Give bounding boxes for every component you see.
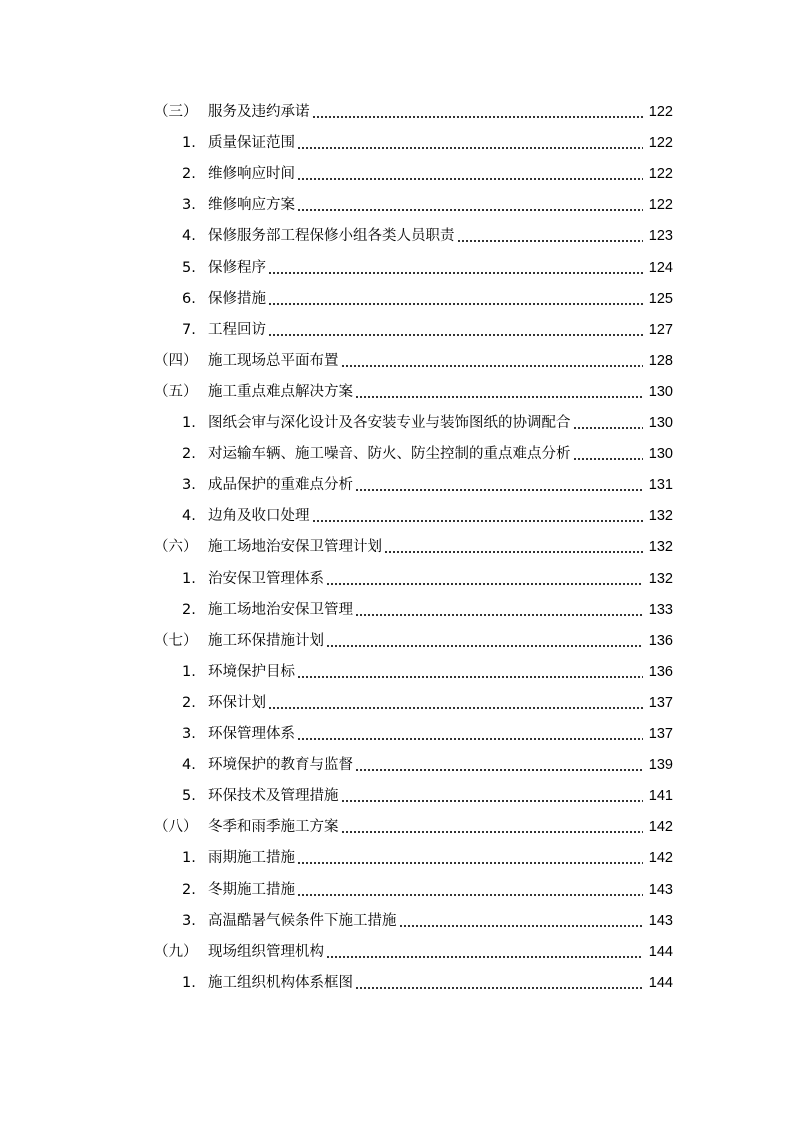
toc-entry-number: 1. — [182, 135, 196, 152]
toc-entry-page-number: 141 — [648, 788, 673, 805]
toc-entry[interactable] — [0, 878, 793, 902]
toc-dot-leader — [268, 303, 643, 305]
toc-entry-number: 4. — [182, 228, 196, 245]
toc-entry[interactable] — [0, 784, 793, 808]
toc-entry-number: 2. — [182, 694, 196, 711]
toc-entry-title: 对运输车辆、施工噪音、防火、防尘控制的重点难点分析 — [208, 446, 571, 463]
toc-entry[interactable] — [0, 224, 793, 248]
toc-dot-leader — [268, 707, 643, 709]
toc-entry-page-number: 136 — [648, 663, 673, 680]
toc-entry-number: 3. — [182, 477, 196, 494]
toc-entry-number: 1. — [182, 850, 196, 867]
toc-entry-body — [208, 411, 645, 435]
toc-entry-title: 环境保护目标 — [208, 663, 295, 680]
toc-entry[interactable] — [0, 940, 793, 964]
toc-entry-body — [208, 598, 645, 622]
toc-dot-leader — [326, 645, 643, 647]
toc-entry-title: 现场组织管理机构 — [208, 943, 324, 960]
toc-entry-title: 图纸会审与深化设计及各安装专业与装饰图纸的协调配合 — [208, 415, 571, 431]
toc-entry-title: 环保计划 — [208, 694, 266, 711]
toc-entry-page-number: 139 — [648, 757, 673, 774]
toc-entry[interactable] — [0, 753, 793, 777]
toc-entry-body — [208, 535, 645, 559]
toc-entry-number: （八） — [154, 819, 198, 836]
toc-entry-number: （七） — [154, 632, 198, 649]
toc-dot-leader — [355, 396, 643, 398]
toc-entry-page-number: 143 — [648, 912, 673, 929]
toc-entry-title: 质量保证范围 — [208, 135, 295, 152]
toc-dot-leader — [355, 614, 643, 616]
toc-entry-number: 1. — [182, 415, 196, 431]
toc-entry[interactable] — [0, 473, 793, 497]
toc-entry[interactable] — [0, 909, 793, 933]
toc-entry-page-number: 122 — [648, 104, 673, 120]
toc-dot-leader — [341, 800, 644, 802]
toc-entry[interactable] — [0, 256, 793, 280]
toc-entry-page-number: 133 — [648, 601, 673, 618]
toc-entry[interactable] — [0, 162, 793, 186]
toc-entry[interactable] — [0, 411, 793, 435]
toc-entry-page-number: 122 — [648, 197, 673, 214]
toc-entry-page-number: 144 — [648, 974, 673, 991]
toc-entry-title: 治安保卫管理体系 — [208, 570, 324, 587]
toc-entry-body — [208, 971, 645, 995]
toc-entry-body — [208, 473, 645, 497]
toc-entry-number: 7. — [182, 321, 196, 338]
toc-entry[interactable] — [0, 971, 793, 995]
toc-dot-leader — [384, 551, 643, 553]
toc-entry-body — [208, 349, 645, 373]
toc-entry-body — [208, 287, 645, 311]
toc-entry[interactable] — [0, 504, 793, 528]
toc-entry[interactable] — [0, 193, 793, 217]
toc-entry-number: 2. — [182, 446, 196, 463]
toc-entry-title: 维修响应方案 — [208, 197, 295, 214]
toc-entry[interactable] — [0, 567, 793, 591]
toc-entry-title: 高温酷暑气候条件下施工措施 — [208, 912, 397, 929]
toc-entry-body — [208, 784, 645, 808]
toc-entry-body — [208, 878, 645, 902]
toc-entry-body — [208, 909, 645, 933]
toc-entry-page-number: 124 — [648, 259, 673, 276]
toc-entry-body — [208, 193, 645, 217]
toc-entry[interactable] — [0, 660, 793, 684]
toc-entry-page-number: 142 — [648, 850, 673, 867]
toc-entry-title: 施工现场总平面布置 — [208, 352, 339, 369]
toc-entry-title: 保修措施 — [208, 290, 266, 307]
toc-entry[interactable] — [0, 629, 793, 653]
toc-dot-leader — [297, 147, 643, 149]
toc-entry[interactable] — [0, 598, 793, 622]
toc-entry-title: 保修程序 — [208, 259, 266, 276]
toc-entry[interactable] — [0, 691, 793, 715]
toc-entry-number: 2. — [182, 881, 196, 898]
toc-entry-body — [208, 940, 645, 964]
toc-dot-leader — [341, 365, 644, 367]
toc-entry-number: （九） — [154, 943, 198, 960]
toc-entry-title: 边角及收口处理 — [208, 508, 310, 525]
toc-entry-title: 环保技术及管理措施 — [208, 788, 339, 805]
toc-entry-number: 1. — [182, 570, 196, 587]
toc-entry-title: 工程回访 — [208, 321, 266, 338]
toc-entry-number: （五） — [154, 383, 198, 400]
toc-entry-number: 5. — [182, 788, 196, 805]
toc-entry-body — [208, 660, 645, 684]
toc-entry-body — [208, 753, 645, 777]
toc-entry-page-number: 122 — [648, 135, 673, 152]
toc-entry-title: 维修响应时间 — [208, 166, 295, 183]
toc-entry[interactable] — [0, 535, 793, 559]
toc-entry-number: 2. — [182, 601, 196, 618]
toc-dot-leader — [297, 209, 643, 211]
toc-entry-page-number: 142 — [648, 819, 673, 836]
toc-entry-page-number: 132 — [648, 539, 673, 556]
toc-entry-body — [208, 256, 645, 280]
toc-entry-page-number: 132 — [648, 508, 673, 525]
toc-entry-number: （三） — [154, 104, 198, 120]
toc-entry-number: 6. — [182, 290, 196, 307]
toc-entry-page-number: 123 — [648, 228, 673, 245]
toc-entry-number: （六） — [154, 539, 198, 556]
toc-entry[interactable] — [0, 442, 793, 466]
toc-entry-body — [208, 504, 645, 528]
toc-entry-body — [208, 815, 645, 839]
toc-entry[interactable] — [0, 815, 793, 839]
toc-entry-body — [208, 846, 645, 870]
table-of-contents — [0, 100, 793, 1000]
toc-dot-leader — [355, 489, 643, 491]
toc-entry[interactable] — [0, 349, 793, 373]
toc-dot-leader — [341, 831, 644, 833]
toc-entry-page-number: 125 — [648, 290, 673, 307]
toc-entry-title: 施工环保措施计划 — [208, 632, 324, 649]
toc-entry[interactable] — [0, 318, 793, 342]
toc-dot-leader — [297, 178, 643, 180]
toc-entry[interactable] — [0, 131, 793, 155]
toc-entry-page-number: 137 — [648, 694, 673, 711]
toc-entry-body — [208, 224, 645, 248]
toc-entry-title: 成品保护的重难点分析 — [208, 477, 353, 494]
toc-entry[interactable] — [0, 846, 793, 870]
toc-dot-leader — [312, 116, 644, 118]
toc-entry-number: 5. — [182, 259, 196, 276]
toc-entry-page-number: 130 — [648, 446, 673, 463]
toc-entry-page-number: 131 — [648, 477, 673, 494]
toc-dot-leader — [355, 987, 643, 989]
toc-entry[interactable] — [0, 287, 793, 311]
toc-entry-page-number: 127 — [648, 321, 673, 338]
toc-entry-page-number: 137 — [648, 726, 673, 742]
toc-entry-page-number: 144 — [648, 943, 673, 960]
toc-dot-leader — [297, 738, 643, 740]
toc-entry-number: 3. — [182, 726, 196, 742]
toc-entry-title: 冬季和雨季施工方案 — [208, 819, 339, 836]
toc-entry-title: 施工组织机构体系框图 — [208, 974, 353, 991]
toc-dot-leader — [312, 520, 644, 522]
toc-entry-title: 施工场地治安保卫管理计划 — [208, 539, 382, 556]
toc-dot-leader — [297, 894, 643, 896]
toc-entry[interactable] — [0, 380, 793, 404]
toc-dot-leader — [399, 925, 644, 927]
toc-entry-title: 环境保护的教育与监督 — [208, 757, 353, 774]
toc-entry-body — [208, 100, 645, 124]
toc-entry-page-number: 132 — [648, 570, 673, 587]
toc-dot-leader — [355, 769, 643, 771]
toc-dot-leader — [268, 272, 643, 274]
toc-entry-number: 2. — [182, 166, 196, 183]
toc-entry-page-number: 143 — [648, 881, 673, 898]
toc-entry-page-number: 122 — [648, 166, 673, 183]
toc-dot-leader — [297, 676, 643, 678]
toc-entry[interactable] — [0, 722, 793, 746]
toc-entry-title: 施工场地治安保卫管理 — [208, 601, 353, 618]
toc-entry-number: 1. — [182, 974, 196, 991]
toc-entry-body — [208, 629, 645, 653]
toc-entry-title: 冬期施工措施 — [208, 881, 295, 898]
toc-entry-number: 3. — [182, 912, 196, 929]
toc-entry-number: 1. — [182, 663, 196, 680]
toc-dot-leader — [268, 334, 643, 336]
toc-entry-title: 保修服务部工程保修小组各类人员职责 — [208, 228, 455, 245]
toc-dot-leader — [297, 862, 643, 864]
toc-dot-leader — [457, 240, 644, 242]
toc-entry-page-number: 130 — [648, 415, 673, 431]
toc-entry-body — [208, 567, 645, 591]
toc-entry[interactable] — [0, 100, 793, 124]
toc-entry-body — [208, 380, 645, 404]
toc-entry-body — [208, 131, 645, 155]
toc-entry-body — [208, 162, 645, 186]
toc-entry-body — [208, 722, 645, 746]
toc-entry-title: 雨期施工措施 — [208, 850, 295, 867]
toc-entry-title: 环保管理体系 — [208, 726, 295, 742]
toc-entry-page-number: 130 — [648, 383, 673, 400]
toc-entry-title: 施工重点难点解决方案 — [208, 383, 353, 400]
toc-entry-body — [208, 442, 645, 466]
toc-entry-page-number: 128 — [648, 352, 673, 369]
toc-entry-body — [208, 691, 645, 715]
toc-entry-number: 3. — [182, 197, 196, 214]
toc-entry-title: 服务及违约承诺 — [208, 104, 310, 120]
toc-entry-number: 4. — [182, 757, 196, 774]
toc-dot-leader — [573, 458, 644, 460]
toc-dot-leader — [573, 427, 644, 429]
toc-entry-body — [208, 318, 645, 342]
toc-dot-leader — [326, 583, 643, 585]
toc-entry-number: （四） — [154, 352, 198, 369]
toc-entry-number: 4. — [182, 508, 196, 525]
toc-entry-page-number: 136 — [648, 632, 673, 649]
toc-dot-leader — [326, 956, 643, 958]
